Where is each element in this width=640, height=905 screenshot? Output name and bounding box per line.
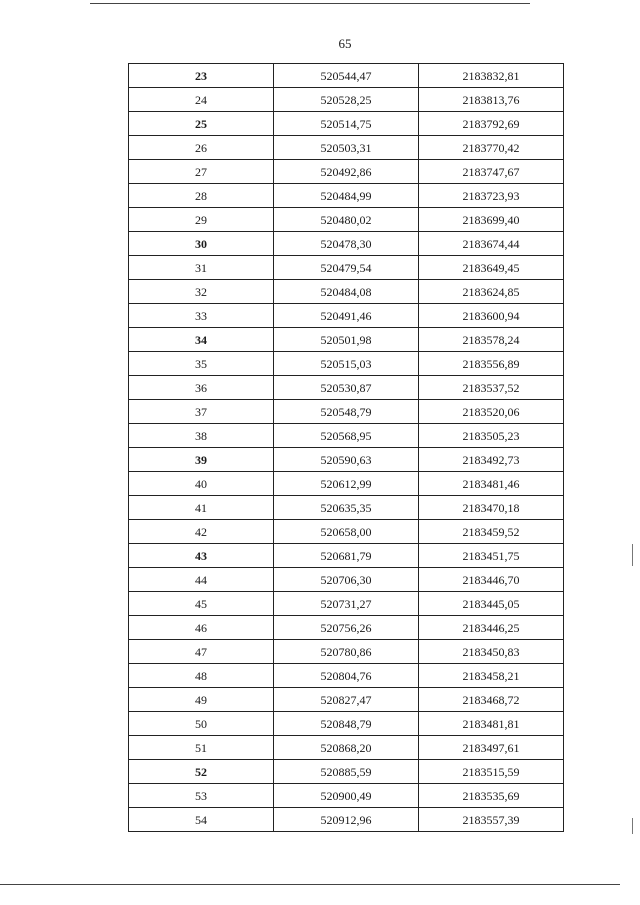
y-coordinate-cell: 2183450,83 [419,640,564,664]
right-edge-mark-lower [632,818,633,834]
point-number-cell: 25 [129,112,274,136]
point-number-cell: 47 [129,640,274,664]
x-coordinate-cell: 520780,86 [274,640,419,664]
table-row [129,712,564,736]
y-coordinate-cell: 2183505,23 [419,424,564,448]
x-coordinate-cell: 520479,54 [274,256,419,280]
point-number-cell: 54 [129,808,274,832]
x-coordinate-cell: 520503,31 [274,136,419,160]
y-coordinate-cell: 2183674,44 [419,232,564,256]
point-number-cell: 41 [129,496,274,520]
table-row [129,112,564,136]
point-number-cell: 44 [129,568,274,592]
page-number: 65 [338,36,352,51]
table-row [129,304,564,328]
table-row [129,760,564,784]
point-number-cell: 38 [129,424,274,448]
y-coordinate-cell: 2183723,93 [419,184,564,208]
x-coordinate-cell: 520590,63 [274,448,419,472]
x-coordinate-cell: 520491,46 [274,304,419,328]
table-row [129,424,564,448]
table-row [129,664,564,688]
y-coordinate-cell: 2183445,05 [419,592,564,616]
point-number-cell: 28 [129,184,274,208]
y-coordinate-cell: 2183747,67 [419,160,564,184]
x-coordinate-cell: 520548,79 [274,400,419,424]
point-number-cell: 36 [129,376,274,400]
y-coordinate-cell: 2183649,45 [419,256,564,280]
point-number-cell: 33 [129,304,274,328]
table-row [129,256,564,280]
x-coordinate-cell: 520480,02 [274,208,419,232]
x-coordinate-cell: 520900,49 [274,784,419,808]
y-coordinate-cell: 2183481,81 [419,712,564,736]
x-coordinate-cell: 520501,98 [274,328,419,352]
table-row [129,808,564,832]
y-coordinate-cell: 2183515,59 [419,760,564,784]
y-coordinate-cell: 2183832,81 [419,64,564,88]
x-coordinate-cell: 520681,79 [274,544,419,568]
point-number-cell: 48 [129,664,274,688]
y-coordinate-cell: 2183537,52 [419,376,564,400]
x-coordinate-cell: 520528,25 [274,88,419,112]
point-number-cell: 39 [129,448,274,472]
table-row [129,400,564,424]
x-coordinate-cell: 520568,95 [274,424,419,448]
x-coordinate-cell: 520658,00 [274,520,419,544]
y-coordinate-cell: 2183556,89 [419,352,564,376]
x-coordinate-cell: 520848,79 [274,712,419,736]
x-coordinate-cell: 520827,47 [274,688,419,712]
table-row [129,448,564,472]
x-coordinate-cell: 520514,75 [274,112,419,136]
table-row [129,328,564,352]
point-number-cell: 43 [129,544,274,568]
x-coordinate-cell: 520484,99 [274,184,419,208]
y-coordinate-cell: 2183492,73 [419,448,564,472]
y-coordinate-cell: 2183535,69 [419,784,564,808]
x-coordinate-cell: 520804,76 [274,664,419,688]
table-row [129,688,564,712]
point-number-cell: 32 [129,280,274,304]
table-row [129,544,564,568]
table-row [129,136,564,160]
point-number-cell: 31 [129,256,274,280]
x-coordinate-cell: 520868,20 [274,736,419,760]
y-coordinate-cell: 2183451,75 [419,544,564,568]
point-number-cell: 51 [129,736,274,760]
y-coordinate-cell: 2183624,85 [419,280,564,304]
y-coordinate-cell: 2183497,61 [419,736,564,760]
point-number-cell: 50 [129,712,274,736]
x-coordinate-cell: 520484,08 [274,280,419,304]
point-number-cell: 45 [129,592,274,616]
point-number-cell: 40 [129,472,274,496]
y-coordinate-cell: 2183813,76 [419,88,564,112]
table-row [129,520,564,544]
top-scan-line [90,3,530,4]
y-coordinate-cell: 2183446,70 [419,568,564,592]
y-coordinate-cell: 2183699,40 [419,208,564,232]
table-row [129,736,564,760]
point-number-cell: 37 [129,400,274,424]
right-edge-mark [632,544,633,566]
table-row [129,88,564,112]
table-row [129,496,564,520]
y-coordinate-cell: 2183792,69 [419,112,564,136]
y-coordinate-cell: 2183600,94 [419,304,564,328]
x-coordinate-cell: 520756,26 [274,616,419,640]
y-coordinate-cell: 2183458,21 [419,664,564,688]
table-row [129,232,564,256]
point-number-cell: 35 [129,352,274,376]
table-row [129,616,564,640]
x-coordinate-cell: 520731,27 [274,592,419,616]
x-coordinate-cell: 520706,30 [274,568,419,592]
y-coordinate-cell: 2183770,42 [419,136,564,160]
x-coordinate-cell: 520635,35 [274,496,419,520]
table-row [129,184,564,208]
y-coordinate-cell: 2183468,72 [419,688,564,712]
table-row [129,376,564,400]
table-row [129,280,564,304]
point-number-cell: 24 [129,88,274,112]
point-number-cell: 23 [129,64,274,88]
y-coordinate-cell: 2183520,06 [419,400,564,424]
x-coordinate-cell: 520612,99 [274,472,419,496]
x-coordinate-cell: 520544,47 [274,64,419,88]
table-row [129,352,564,376]
y-coordinate-cell: 2183446,25 [419,616,564,640]
table-row [129,208,564,232]
y-coordinate-cell: 2183481,46 [419,472,564,496]
x-coordinate-cell: 520912,96 [274,808,419,832]
table-row [129,640,564,664]
point-number-cell: 53 [129,784,274,808]
table-row [129,784,564,808]
point-number-cell: 46 [129,616,274,640]
point-number-cell: 30 [129,232,274,256]
x-coordinate-cell: 520492,86 [274,160,419,184]
x-coordinate-cell: 520478,30 [274,232,419,256]
y-coordinate-cell: 2183470,18 [419,496,564,520]
table-row [129,592,564,616]
y-coordinate-cell: 2183578,24 [419,328,564,352]
x-coordinate-cell: 520885,59 [274,760,419,784]
point-number-cell: 49 [129,688,274,712]
point-number-cell: 27 [129,160,274,184]
bottom-scan-line [0,884,620,885]
point-number-cell: 52 [129,760,274,784]
point-number-cell: 34 [129,328,274,352]
table-row [129,568,564,592]
coordinates-table-body [129,64,564,832]
x-coordinate-cell: 520515,03 [274,352,419,376]
point-number-cell: 29 [129,208,274,232]
y-coordinate-cell: 2183459,52 [419,520,564,544]
table-row [129,472,564,496]
x-coordinate-cell: 520530,87 [274,376,419,400]
table-row [129,160,564,184]
y-coordinate-cell: 2183557,39 [419,808,564,832]
coordinates-table [128,63,564,832]
point-number-cell: 42 [129,520,274,544]
point-number-cell: 26 [129,136,274,160]
table-row [129,64,564,88]
